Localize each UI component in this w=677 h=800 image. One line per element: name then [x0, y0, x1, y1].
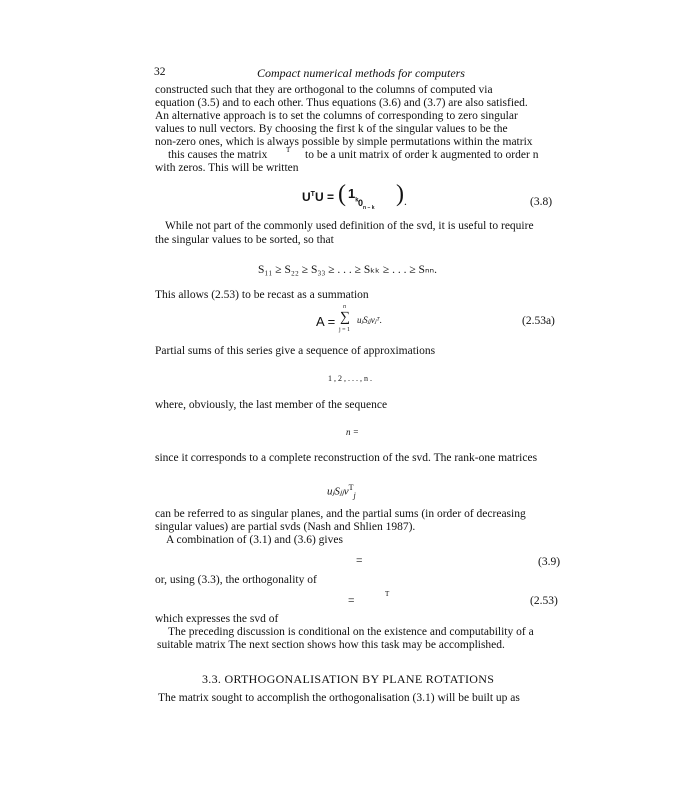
- superscript-t: T: [286, 146, 291, 154]
- equation-number: (2.53a): [522, 315, 555, 327]
- text-line: to be a unit matrix of order k augmented to order n: [305, 149, 539, 161]
- sum-lower: j = 1: [339, 327, 351, 333]
- equation-number: (3.8): [530, 196, 553, 208]
- sum-upper: n: [343, 304, 346, 310]
- text-line: singular values) are partial svds (Nash and Shlien 1987).: [155, 521, 416, 533]
- text-line: with zeros. This will be written: [155, 162, 299, 174]
- eq253-rel: =: [348, 595, 355, 607]
- eq38-lhs: $U^TU$ =: [302, 190, 334, 204]
- text-line: An alternative approach is to set the columns of corresponding to zero singular: [155, 110, 518, 122]
- eq38-dot: .: [404, 196, 407, 208]
- summand: uⱼSⱼⱼvⱼᵀ.: [357, 315, 383, 325]
- equation-number: (3.9): [538, 556, 561, 568]
- sorted-inequality: S₁₁ ≥ S₂₂ ≥ S₃₃ ≥ . . . ≥ Sₖₖ ≥ . . . ≥ Sₙₙ.: [258, 264, 437, 276]
- text-line: where, obviously, the last member of the sequence: [155, 399, 388, 411]
- identity-block: $1_k$: [348, 186, 359, 204]
- eq39-rel: =: [356, 555, 363, 567]
- last-member: n =: [346, 427, 359, 437]
- rank-one-matrix: uⱼSⱼⱼv$^T_j$: [327, 483, 356, 500]
- approximation-sequence: 1 , 2 , . . . , n .: [328, 374, 372, 383]
- text-line: can be referred to as singular planes, and the partial sums (in order of decreasing: [155, 508, 526, 520]
- text-line: values to null vectors. By choosing the first k of the singular values to be the: [155, 123, 508, 135]
- zero-block: $0_{n - k}$: [358, 198, 375, 211]
- text-line: the singular values to be sorted, so that: [155, 234, 334, 246]
- section-heading: 3.3. ORTHOGONALISATION BY PLANE ROTATIONS: [202, 672, 495, 686]
- text-line: suitable matrix The next section shows how this task may be accomplished.: [157, 639, 505, 651]
- text-line: Partial sums of this series give a sequence of approximations: [155, 345, 436, 357]
- right-paren: ): [396, 181, 404, 207]
- eq253a-lhs: A =: [316, 314, 336, 329]
- text-line: equation (3.5) and to each other. Thus equations (3.6) and (3.7) are also satisfied.: [155, 97, 528, 109]
- text-line: which expresses the svd of: [155, 613, 279, 625]
- text-line: non-zero ones, which is always possible by simple permutations within the matrix: [155, 136, 533, 148]
- text-line: constructed such that they are orthogonal to the columns of computed via: [155, 84, 493, 96]
- page-number: 32: [154, 66, 166, 78]
- text-line: The matrix sought to accomplish the orthogonalisation (3.1) will be built up as: [158, 692, 520, 704]
- running-title: Compact numerical methods for computers: [257, 66, 465, 80]
- left-paren: (: [338, 181, 346, 207]
- text-line: The preceding discussion is conditional on the existence and computability of a: [168, 626, 534, 638]
- text-line: since it corresponds to a complete reconstruction of the svd. The rank-one matrices: [155, 452, 538, 464]
- text-line: This allows (2.53) to be recast as a summation: [155, 289, 369, 301]
- text-line: this causes the matrix: [168, 149, 268, 161]
- eq253-sup: T: [385, 590, 390, 598]
- equation-number: (2.53): [530, 595, 558, 607]
- sum-symbol: ∑: [340, 310, 350, 325]
- text-line: or, using (3.3), the orthogonality of: [155, 574, 317, 586]
- text-line: While not part of the commonly used definition of the svd, it is useful to require: [165, 220, 534, 232]
- text-line: A combination of (3.1) and (3.6) gives: [166, 534, 343, 546]
